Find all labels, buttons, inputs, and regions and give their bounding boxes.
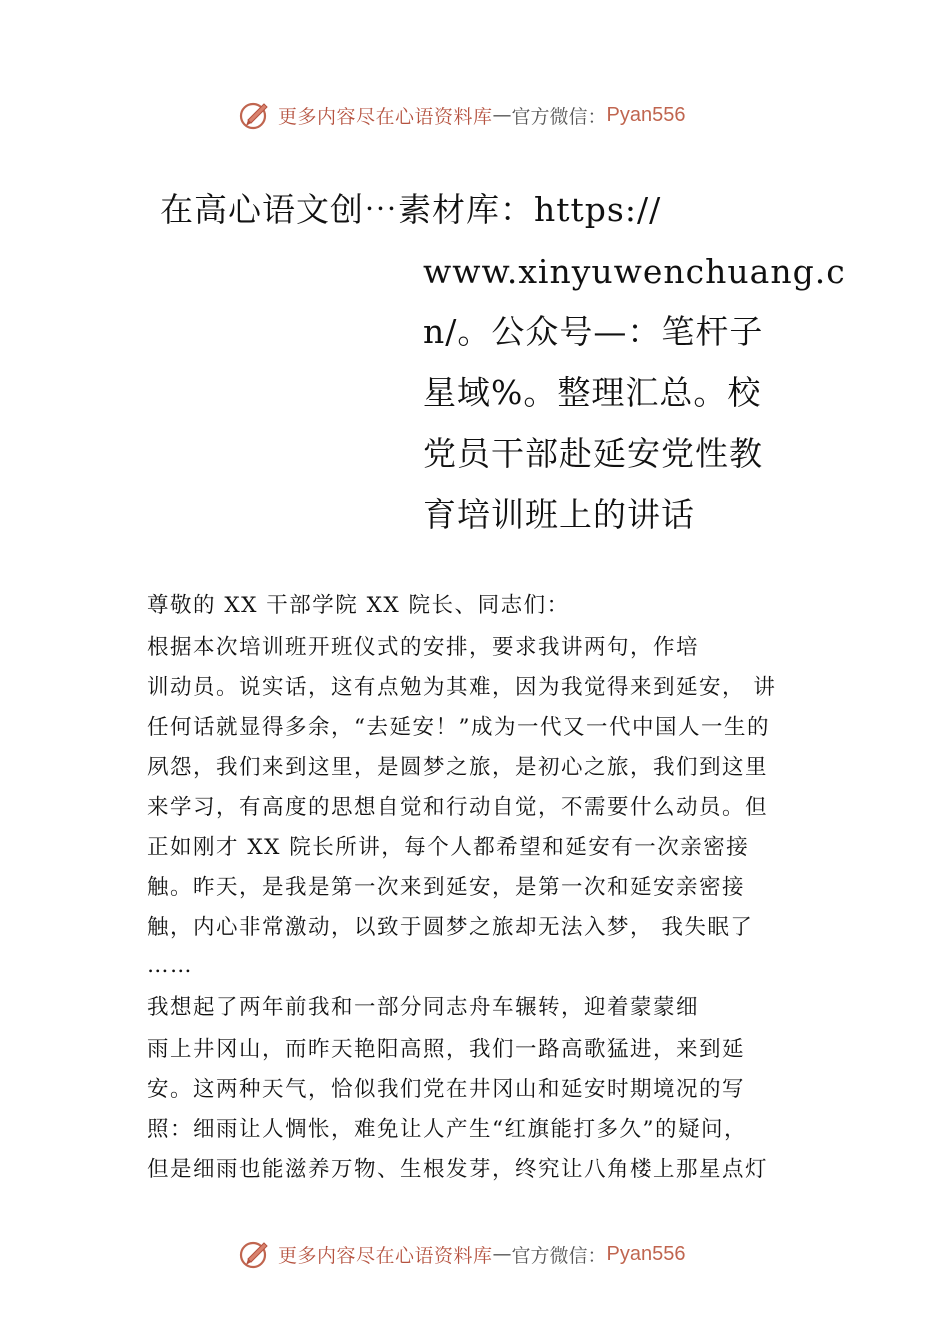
body-line: 触。昨天，是我是第一次来到延安，是第一次和延安亲密接 xyxy=(147,875,746,900)
pen-logo-icon xyxy=(238,1237,272,1271)
body-line: …… xyxy=(147,953,193,978)
body-line: 来学习，有高度的思想自觉和行动自觉，不需要什么动员。但 xyxy=(147,795,769,820)
title-line: 党员干部赴延安党性教 xyxy=(423,434,763,473)
body-line: 但是细雨也能滋养万物、生根发芽，终究让八角楼上那星点灯 xyxy=(147,1157,769,1182)
banner-text: 更多内容尽在心语资料库 xyxy=(278,1244,493,1267)
body-line: 根据本次培训班开班仪式的安排，要求我讲两句，作培 xyxy=(147,635,700,660)
body-line: 任何话就显得多余，“去延安！”成为一代又一代中国人一生的 xyxy=(147,715,770,740)
body-line: 照：细雨让人惆怅，难免让人产生“红旗能打多久”的疑问， xyxy=(147,1117,747,1142)
salutation: 尊敬的 XX 干部学院 XX 院长、同志们： xyxy=(147,593,570,618)
banner-wechat-label: 官方微信： xyxy=(511,105,607,128)
body-line: 正如刚才 XX 院长所讲，每个人都希望和延安有一次亲密接 xyxy=(147,835,750,860)
banner-separator: — xyxy=(492,1243,512,1265)
body-line: 夙怨，我们来到这里，是圆梦之旅，是初心之旅，我们到这里 xyxy=(147,755,769,780)
body-line: 雨上井冈山，而昨天艳阳高照，我们一路高歌猛进，来到延 xyxy=(147,1037,746,1062)
banner-separator: — xyxy=(492,104,512,126)
header-banner xyxy=(238,95,758,135)
pen-logo-icon xyxy=(238,98,272,132)
title-line: n/。公众号—：笔杆子 xyxy=(423,312,764,351)
title-line: 在高心语文创⋯素材库：https:// xyxy=(160,190,662,229)
banner-wechat-id: Pyan556 xyxy=(606,103,686,126)
title-line: 星域%。整理汇总。校 xyxy=(423,373,762,412)
body-line: 训动员。说实话，这有点勉为其难，因为我觉得来到延安， 讲 xyxy=(147,675,777,700)
title-line: www.xinyuwenchuang.c xyxy=(423,252,846,291)
body-line: 安。这两种天气，恰似我们党在井冈山和延安时期境况的写 xyxy=(147,1077,746,1102)
banner-text: 更多内容尽在心语资料库 xyxy=(278,105,493,128)
title-line: 育培训班上的讲话 xyxy=(423,495,695,534)
banner-wechat-id: Pyan556 xyxy=(606,1242,686,1265)
banner-wechat-label: 官方微信： xyxy=(511,1244,607,1267)
footer-banner xyxy=(238,1234,758,1274)
body-line: 触，内心非常激动，以致于圆梦之旅却无法入梦， 我失眠了 xyxy=(147,915,754,940)
body-line: 我想起了两年前我和一部分同志舟车辗转，迎着蒙蒙细 xyxy=(147,995,700,1020)
